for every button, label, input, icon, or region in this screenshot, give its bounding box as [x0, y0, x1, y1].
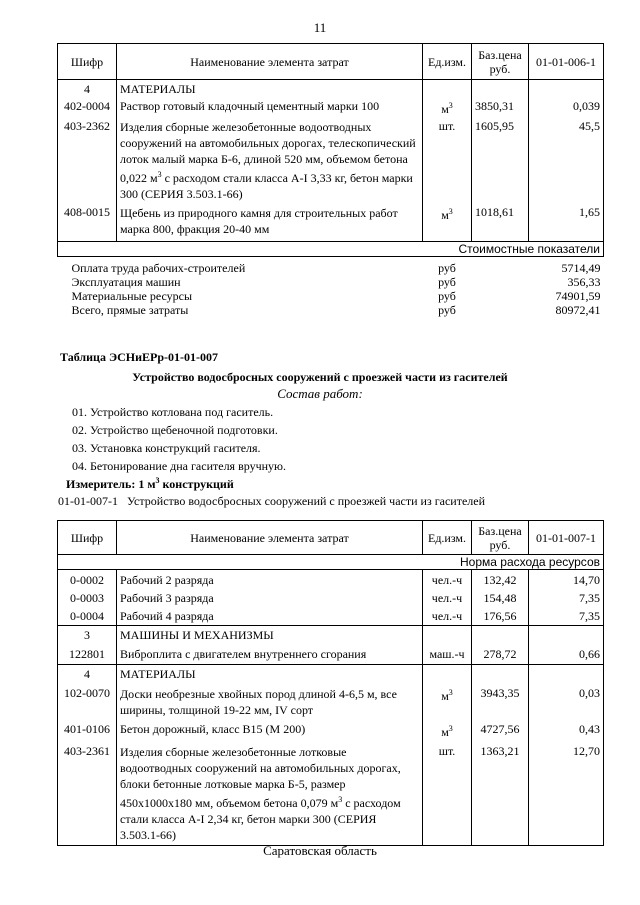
norm-item-desc: Устройство водосбросных сооружений с проезжей части из гасителей [127, 494, 486, 508]
header-price: Баз.цена руб. [472, 521, 529, 555]
table-row: 0-0002 Рабочий 2 разряда чел.-ч 132,42 14,70 [58, 570, 604, 588]
table-title: Таблица ЭСНиЕРр-01-01-007 [60, 350, 219, 364]
norm-item [58, 494, 485, 509]
summary-row: Оплата труда рабочих-строителей руб 5714,49 [71, 261, 601, 275]
table-row: 402-0004 Раствор готовый кладочный цементный марки 100 $м^3$ 3850,31 0,039 [58, 96, 604, 116]
work-item: 02. Устройство щебеночной подготовки. [72, 423, 278, 437]
footer-region: Саратовская область [263, 843, 377, 858]
header-name: Наименование элемента затрат [117, 44, 423, 80]
measure-unit: Измеритель: 1 $м^3$ конструкций [66, 476, 234, 491]
page-number: 11 [313, 20, 327, 35]
section-row: 3 МАШИНЫ И МЕХАНИЗМЫ [58, 625, 604, 644]
resource-norm-header: Норма расхода ресурсов [58, 555, 604, 570]
work-item: 03. Установка конструкций гасителя. [72, 441, 261, 455]
table-header-row [58, 44, 604, 80]
header-norm-code: 01-01-007-1 [529, 521, 604, 555]
norm-item-code: 01-01-007-1 [58, 494, 118, 508]
table-row: 408-0015 Щебень из природного камня для строительных работ марка 800, фракция 20-40 мм $м^3$ 1018,61 1,65 [58, 202, 604, 242]
header-unit: Ед.изм. [423, 521, 472, 555]
work-item: 01. Устройство котлована под гаситель. [72, 405, 274, 419]
header-code: Шифр [58, 44, 117, 80]
table-row: 0-0003 Рабочий 3 разряда чел.-ч 154,48 7,35 [58, 588, 604, 606]
table-row: 102-0070 Доски необрезные хвойных пород длиной 4-6,5 м, все ширины, толщиной 19-22 мм, IV сорт $м^3$ 3943,35 0,03 [58, 683, 604, 718]
section-row: 4 МАТЕРИАЛЫ [58, 80, 604, 97]
resource-table-007 [57, 520, 604, 846]
table-row: 122801 Виброплита с двигателем внутреннего сгорания маш.-ч 278,72 0,66 [58, 644, 604, 665]
header-price: Баз.цена руб. [472, 44, 529, 80]
table-row: 401-0106 Бетон дорожный, класс B15 (М 200) $м^3$ 4727,56 0,43 [58, 718, 604, 739]
table-header-row [58, 521, 604, 555]
table-row: 0-0004 Рабочий 4 разряда чел.-ч 176,56 7,35 [58, 606, 604, 626]
header-code: Шифр [58, 521, 117, 555]
table-subtitle: Устройство водосбросных сооружений с проезжей части из гасителей [132, 370, 508, 384]
table-row: 403-2362 Изделия сборные железобетонные водоотводных сооружений на автомобильных дорогах, телескопический лоток малый марка Б-6, длиной 520 мм, объемом бетона 0,022 $м^3$ с расходом стали класса А-I 3,33 кг, бетон марки 300 (СЕРИЯ 3.503.1-66) шт. 1605,95 45,5 [58, 116, 604, 202]
work-composition-title: Состав работ: [277, 386, 363, 401]
summary-row: Эксплуатация машин руб 356,33 [71, 275, 601, 289]
summary-row: Материальные ресурсы руб 74901,59 [71, 289, 601, 303]
header-norm-code: 01-01-006-1 [529, 44, 604, 80]
table-row: 403-2361 Изделия сборные железобетонные лотковые водоотводных сооружений на автомобильных дорогах, блоки бетонные лотковые марка Б-5, размер 450x1000x180 мм, объемом бетона 0,079 $м^3$ с расходом стали класса А-I 2,34 кг, бетон марки 300 (СЕРИЯ 3.503.1-66) шт. 1363,21 12,70 [58, 739, 604, 846]
summary-row: Всего, прямые затраты руб 80972,41 [71, 303, 601, 317]
section-row: 4 МАТЕРИАЛЫ [58, 664, 604, 683]
materials-table-006 [57, 43, 604, 321]
cost-indicators-header: Стоимостные показатели [58, 242, 604, 257]
header-unit: Ед.изм. [423, 44, 472, 80]
work-item: 04. Бетонирование дна гасителя вручную. [72, 459, 287, 473]
header-name: Наименование элемента затрат [117, 521, 423, 555]
